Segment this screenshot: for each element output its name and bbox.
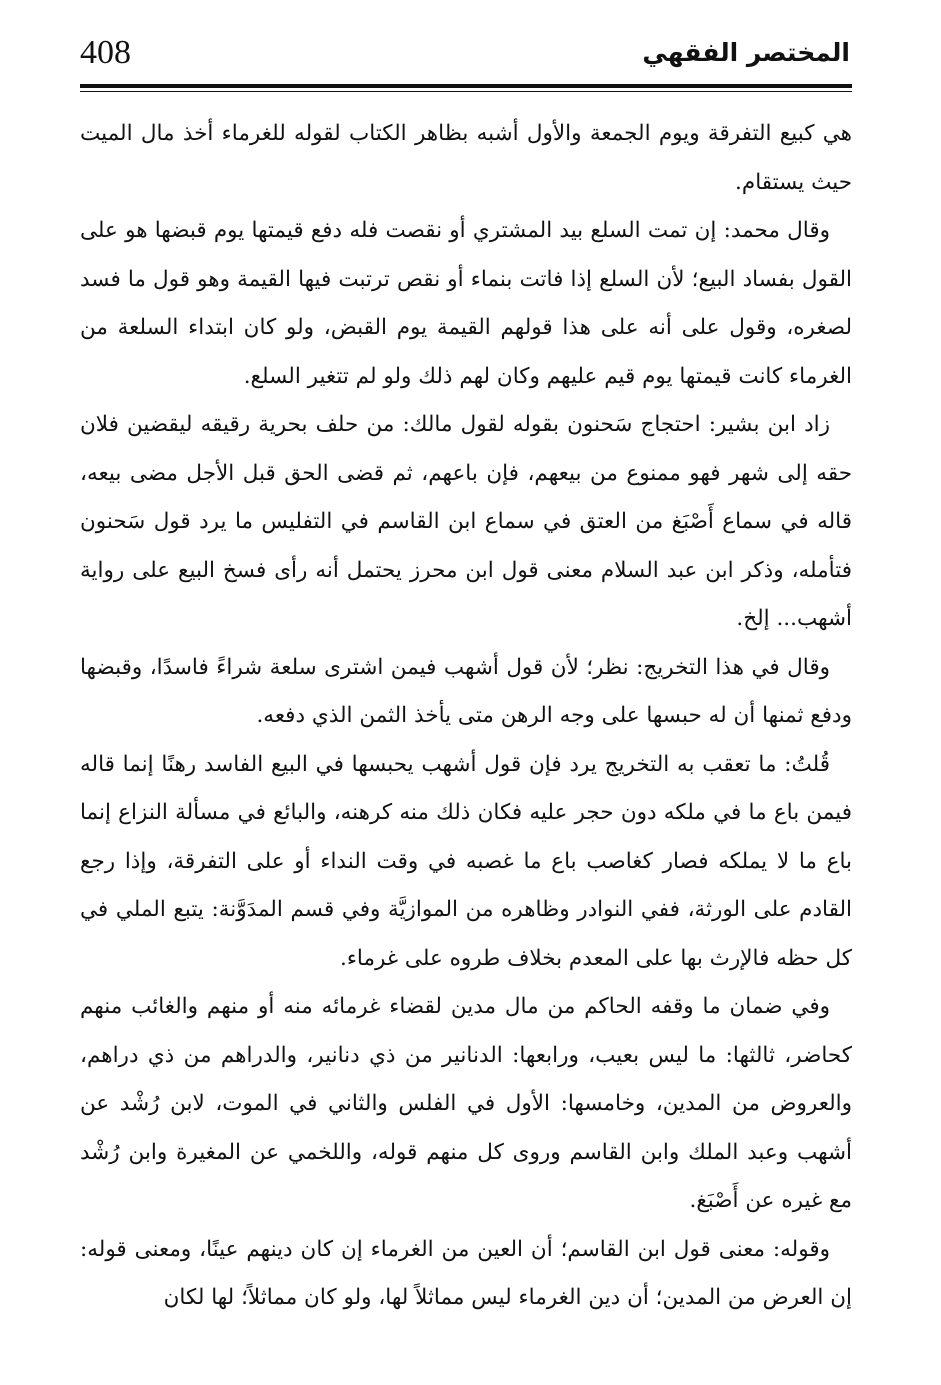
header-rule-thin [80,91,852,92]
page-number: 408 [80,34,131,71]
page-header [80,30,850,82]
paragraph: وقال في هذا التخريج: نظر؛ لأن قول أشهب فيمن اشترى سلعة شراءً فاسدًا، وقبضها ودفع ثمنها أن له حبسها على وجه الرهن متى يأخذ الثمن الذي دفعه. [80,654,852,728]
paragraph: وقال محمد: إن تمت السلع بيد المشتري أو نقصت فله دفع قيمتها يوم قبضها هو على القول بفساد البيع؛ لأن السلع إذا فاتت بنماء أو نقص ترتبت فيها القيمة وهو قول ما فسد لصغره، وقول على أنه على هذا قولهم القيمة يوم القبض، ولو كان ابتداء السلعة من الغرماء كانت قيمتها يوم قيم عليهم وكان لهم ذلك ولو لم تتغير السلع. [80,218,852,389]
body-text [80,110,852,1323]
paragraph: وقوله: معنى قول ابن القاسم؛ أن العين من الغرماء إن كان دينهم عينًا، ومعنى قوله: إن العرض من المدين؛ أن دين الغرماء ليس مماثلاً لها، ولو كان مماثلاً؛ لها لكان [80,1236,852,1310]
paragraph: قُلتُ: ما تعقب به التخريج يرد فإن قول أشهب يحبسها في البيع الفاسد رهنًا إنما قاله فيمن باع ما في ملكه دون حجر عليه فكان ذلك منه كرهنه، والبائع في مسألة النزاع إنما باع ما لا يملكه فصار كغاصب باع ما غصبه في وقت النداء أو على التفرقة، وإذا رجع القادم على الورثة، ففي النوادر وظاهره من الموازيَّة وفي قسم المدَوَّنة: يتبع الملي في كل حظه فالإرث بها على المعدم بخلاف طروه على غرماء. [80,751,852,971]
header-rule-thick [80,84,852,88]
running-title: المختصر الفقهي [642,38,850,67]
paragraph: زاد ابن بشير: احتجاج سَحنون بقوله لقول مالك: من حلف بحرية رقيقه ليقضين فلان حقه إلى شهر فهو ممنوع من بيعهم، فإن باعهم، ثم قضى الحق قبل الأجل مضى بيعه، قاله في سماع أَصْبَغ من العتق في سماع ابن القاسم في التفليس ما يرد قول سَحنون فتأمله، وذكر ابن عبد السلام معنى قول ابن محرز يحتمل أنه رأى فسخ البيع على رواية أشهب... إلخ. [80,412,852,631]
paragraph: هي كبيع التفرقة ويوم الجمعة والأول أشبه بظاهر الكتاب لقوله للغرماء أخذ مال الميت حيث يستقام. [80,121,852,195]
paragraph: وفي ضمان ما وقفه الحاكم من مال مدين لقضاء غرمائه منه أو منهم والغائب منهم كحاضر، ثالثها: ما ليس بعيب، ورابعها: الدنانير من ذي دنانير، والدراهم من ذي دراهم، والعروض من المدين، وخامسها: الأول في الفلس والثاني في الموت، لابن رُشْد عن أشهب وعبد الملك وابن القاسم وروى كل منهم قوله، واللخمي عن المغيرة وابن رُشْد مع غيره عن أَصْبَغ. [80,994,852,1213]
